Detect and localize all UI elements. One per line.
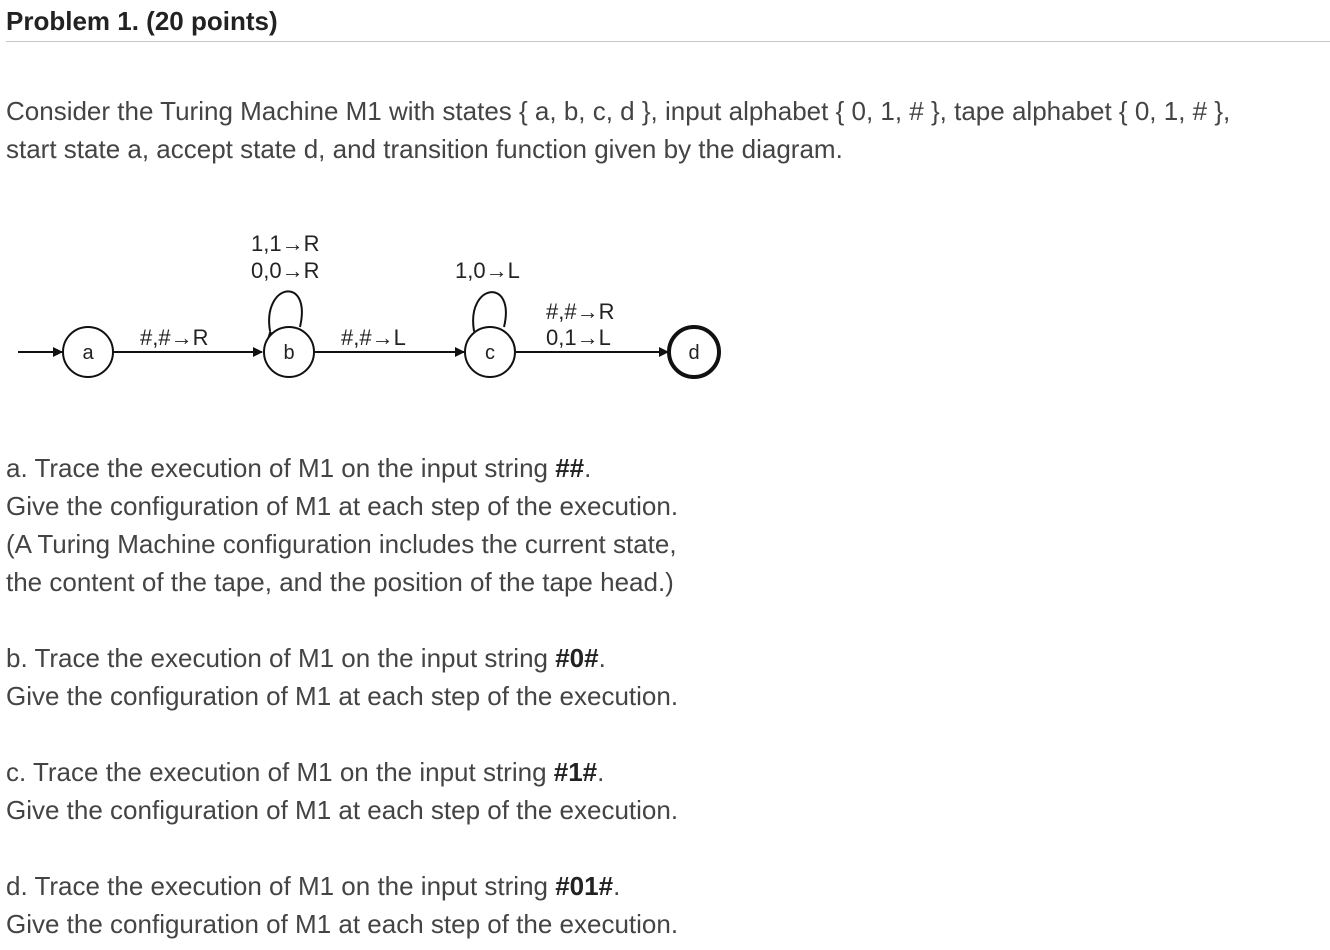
part-a-line: Give the configuration of M1 at each step of the execution. xyxy=(6,491,679,521)
state-b xyxy=(264,327,314,377)
part-a-line: the content of the tape, and the position of the tape head.) xyxy=(6,567,674,597)
part-a-end: . xyxy=(584,453,592,483)
problem-intro xyxy=(6,92,1326,168)
part-b-end: . xyxy=(598,643,606,673)
part-c-lead: c. Trace the execution of M1 on the input string xyxy=(6,757,554,787)
turing-machine-diagram xyxy=(0,215,740,415)
part-c-end: . xyxy=(597,757,605,787)
part-d-end: . xyxy=(613,871,621,901)
edge-a-b-label: #,#→R xyxy=(140,325,209,350)
part-a-input: ## xyxy=(555,453,585,483)
problem-title: Problem 1. (20 points) xyxy=(6,6,278,36)
edge-b-c-label: #,#→L xyxy=(341,325,406,350)
part-d-lead: d. Trace the execution of M1 on the input string xyxy=(6,871,556,901)
loop-c-label: 1,0→L xyxy=(455,258,520,283)
part-a-lead: a. Trace the execution of M1 on the input string xyxy=(6,453,556,483)
part-d-line: Give the configuration of M1 at each step of the execution. xyxy=(6,909,679,939)
loop-c xyxy=(473,292,506,331)
part-c-input: #1# xyxy=(553,757,598,787)
loop-b-label-2: 0,0→R xyxy=(251,258,320,283)
part-b xyxy=(6,639,678,715)
part-d xyxy=(6,867,678,943)
loop-b xyxy=(269,291,302,331)
loop-b-label-1: 1,1→R xyxy=(251,231,320,256)
part-d-input: #01# xyxy=(555,871,614,901)
edge-c-d-label-1: #,#→R xyxy=(546,299,615,324)
part-c-line: Give the configuration of M1 at each step of the execution. xyxy=(6,795,679,825)
intro-line-1: Consider the Turing Machine M1 with states { a, b, c, d }, input alphabet { 0, 1, # }, tape alphabet { 0, 1, # }, xyxy=(6,96,1231,126)
state-d-label: d xyxy=(688,342,700,364)
part-a xyxy=(6,449,678,601)
state-c xyxy=(465,327,515,377)
part-b-line: Give the configuration of M1 at each step of the execution. xyxy=(6,681,679,711)
title-divider xyxy=(6,41,1330,42)
part-c xyxy=(6,753,678,829)
state-a-label: a xyxy=(82,342,94,364)
state-a xyxy=(63,327,113,377)
part-b-lead: b. Trace the execution of M1 on the input string xyxy=(6,643,556,673)
edge-c-d-label-2: 0,1→L xyxy=(546,325,611,350)
state-b-label: b xyxy=(283,342,295,364)
state-d-accept xyxy=(669,327,719,377)
state-c-label: c xyxy=(485,342,495,364)
part-a-line: (A Turing Machine configuration includes the current state, xyxy=(6,529,677,559)
part-b-input: #0# xyxy=(555,643,599,673)
intro-line-2: start state a, accept state d, and transition function given by the diagram. xyxy=(6,134,843,164)
